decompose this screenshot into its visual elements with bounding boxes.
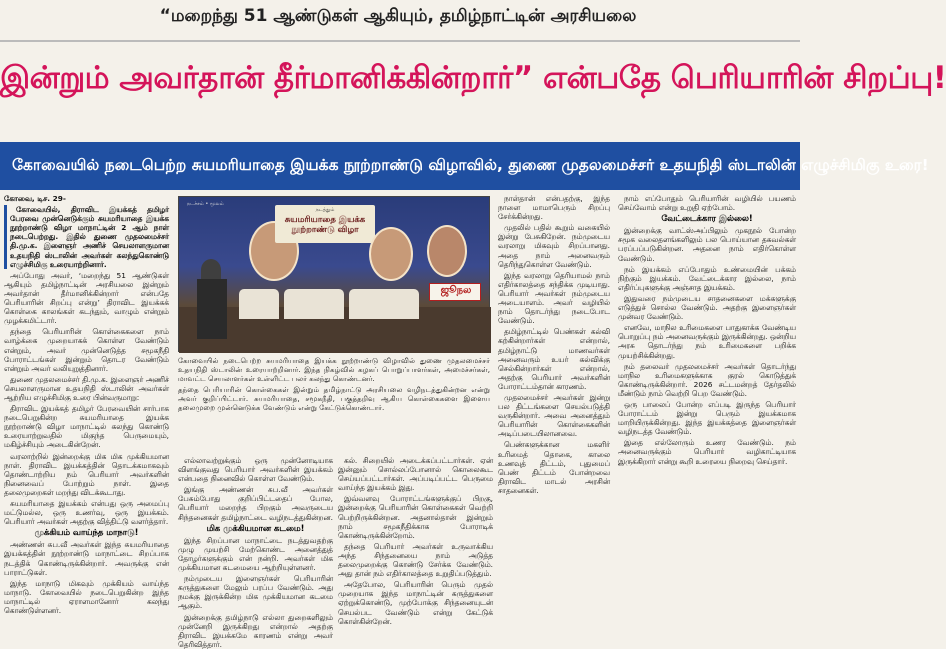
paragraph: அதேபோல, பெரியாரின் பெரும் முதல் முறையாக இந்த மாநாட்டின் கருத்துகளை ஏற்றுக்கொண்டு, முற்போக்கு சிந்தனையுடன் செயல்பட வேண்டும் என்று கேட்டுக் கொள்கின்றேன். <box>338 580 493 626</box>
paragraph: வரலாற்றில் இன்றைக்கு மிக மிக முக்கியமான நாள். திராவிட இயக்கத்தின் தொடக்கமாகவும் தொண்டாற்றிய நம் பெரியார் அவர்களின் நினைவைப் போற்றும் நாள். இதை தலைமுறைகள் மறந்து விடக்கூடாது. <box>4 451 169 497</box>
podium <box>197 279 227 339</box>
paragraph: நம் இயக்கம் எப்போதும் உண்மையின் பக்கம் நிற்கும் இயக்கம். வேட்டைக்கார இல்லை, நாம் எதிர்ப்புகளுக்கு அஞ்சாத இயக்கம். <box>618 264 796 292</box>
speaker-figure <box>201 259 221 281</box>
article-column-1 <box>4 194 169 622</box>
event-banner <box>275 205 375 243</box>
photo-frame-label: நடச்சம் • மூலம் <box>187 201 224 207</box>
article-column-5 <box>618 194 796 622</box>
paragraph: இதை எல்லோரும் உணர வேண்டும். நம் அனைவருக்கும் பெரியார் வழிகாட்டியாக இருக்கிறார் என்று கூறி உரையை நிறைவு செய்தார். <box>618 438 796 466</box>
section-heading: மிக முக்கியமான கடமை! <box>206 522 305 533</box>
paragraph: அண்ணன் சுப.வீ அவர்கள் இந்த சுயமரியாதை இயக்கத்தின் நூற்றாண்டு மாநாட்டை சிறப்பாக நடத்திக் கொண்டிருக்கின்றார். அவருக்கு என் பாராட்டுகள். <box>4 540 169 577</box>
article-column-4 <box>498 194 610 622</box>
paragraph: இவ்வளவு போராட்டங்களுக்குப் பிறகு, இன்றைக்கு பெரியாரின் கொள்கைகள் வெற்றி பெற்றிருக்கின்றன. அதனால்தான் இன்றும் நாம் சமூகநீதிக்காக போராடிக் கொண்டிருக்கின்றோம். <box>338 494 493 540</box>
paragraph: தந்தை பெரியார் அவர்கள் உருவாக்கிய அந்த சிந்தனையை நாம் அடுத்த தலைமுறைக்கு கொண்டு சேர்க்க வேண்டும். அது தான் நம் எதிர்காலத்தை உறுதிப்படுத்தும். <box>338 541 493 579</box>
article-column-3 <box>338 456 493 626</box>
paragraph: கல். சிறையில் அடைக்கப்பட்டார்கள். ஏன் இன்னும் சொல்லப்போனால் கொலைகூட செய்யப்பட்டார்கள். அப்படிப்பட்ட பெருமை வாய்ந்த இயக்கம் இது. <box>338 456 493 493</box>
paragraph: இன்றைக்கு வாட்ஸ்அப்பிலும் முகநூல் போன்ற சமூக வலைதளங்களிலும் பல பொய்யான தகவல்கள் பரப்பப்படுகின்றன. அதனை நாம் எதிர்கொள்ள வேண்டும். <box>618 226 796 263</box>
dignitaries-group <box>349 289 419 319</box>
main-headline: இன்றும் அவர்தான் தீர்மானிக்கின்றார்” என்பதே பெரியாரின் சிறப்பு! <box>0 60 946 96</box>
paragraph: நம்முடைய இளைஞர்கள் பெரியாரின் கருத்துகளை மேலும் பரப்ப வேண்டும். அது நமக்கு இருக்கின்ற மிக முக்கியமான கடமை ஆகும். <box>178 574 333 611</box>
dateline: கோவை, டிச. 29- <box>4 194 66 203</box>
paragraph: இன்றைக்கு தமிழ்நாடு எல்லா துறைகளிலும் முன்னேறி இருக்கிறது என்றால் அதற்கு திராவிட இயக்கமே காரணம் என்று அவர் தெரிவித்தார். <box>178 612 333 649</box>
paragraph: ஒரு பாலைப் போன்ற எப்படி இருந்த பெரியார் போராட்டம் இன்று பெரும் இயக்கமாக மாறியிருக்கின்றது. இந்த இயக்கத்தை இளைஞர்கள் வழிநடத்த வேண்டும். <box>618 399 796 437</box>
dignitaries-group <box>284 289 344 319</box>
paragraph: இங்கு அண்ணன் சுப.வீ அவர்கள் பேசும்போது குறிப்பிட்டதைப் போல, பெரியார் மறைந்த பிறகும் அவருடைய சிந்தனைகள் தமிழ்நாட்டை வழிநடத்துகின்றன. <box>178 485 333 522</box>
paragraph: இதுவரை நம்முடைய சாதனைகளை மக்களுக்கு எடுத்துச் சொல்ல வேண்டும். அதற்கு இளைஞர்கள் முன்வர வேண்டும். <box>618 293 796 322</box>
paragraph: திராவிட இயக்கத் தமிழர் பேரவையின் சார்பாக நடைபெறுகின்ற சுயமரியாதை இயக்க நூற்றாண்டு விழா மாநாட்டில் கலந்து கொண்டு உரையாற்றுவதில் மிகுந்த பெருமையும், மகிழ்ச்சியும் அடைகின்றேன். <box>4 404 169 450</box>
paragraph: சுயமரியாதை இயக்கம் என்பது ஒரு அமைப்பு மட்டுமல்ல, ஒரு உணர்வு, ஒரு இயக்கம். பெரியார் அவர்கள் அதற்கு வித்திட்டு வளர்த்தார். <box>4 499 169 527</box>
dignitaries-group <box>239 289 279 319</box>
section-heading: முக்கியம் வாய்ந்த மாநாடு! <box>34 527 139 538</box>
section-heading: வேட்டைக்கார இல்லை! <box>661 213 753 224</box>
event-logo <box>429 283 481 301</box>
paragraph: பெண்களுக்கான மகளிர் உரிமைத் தொகை, காலை உணவுத் திட்டம், புதுமைப் பெண் திட்டம் போன்றவை திராவிட மாடல் அரசின் சாதனைகள். <box>498 440 610 495</box>
paragraph: தந்தை பெரியாரின் கொள்கைகளை நாம் வாழ்க்கை முறையாகக் கொள்ள வேண்டும் என்றும், அவர் முன்னெடுத்த சமூகநீதி போராட்டங்கள் இன்றும் தொடர வேண்டும் என்றும் அவர் வலியுறுத்தினார். <box>4 327 169 373</box>
paragraph: முதலமைச்சர் அவர்கள் இன்று பல திட்டங்களை செயல்படுத்தி வருகின்றார். அவை அனைத்தும் பெரியாரின் கொள்கைகளின் அடிப்படையிலானவை. <box>498 392 610 439</box>
lead-paragraph: கோவையில், திராவிட இயக்கத் தமிழர் பேரவை முன்னெடுக்கும் சுயமரியாதை இயக்க நூற்றாண்டு விழா மாநாட்டின் 2 ஆம் நாள் நடைபெற்றது. இதில் துணை முதலமைச்சர் தி.மு.க. இளைஞர் அணிச் செயலாளருமான உதயநிதி ஸ்டாலின் அவர்கள் கலந்துகொண்டு எழுச்சிமிகு உரையாற்றினார். <box>4 205 169 269</box>
paragraph: இந்த வரலாறு தெரியாமல் நாம் எதிர்காலத்தை சந்திக்க முடியாது. பெரியார் அவர்கள் நம்முடைய அடையாளம். அவர் வழியில் நாம் தொடர்ந்து நடைபோட வேண்டும். <box>498 270 610 326</box>
article-column-2 <box>178 456 333 649</box>
paragraph: நாள்தான் என்பதற்கு, இந்த நாளை மாமாபெரும் சிறப்பு சேர்க்கின்றது. <box>498 194 610 222</box>
guest-portrait <box>369 227 413 281</box>
paragraph: இந்த மாநாடு மிகவும் முக்கியம் வாய்ந்த மாநாடு. கோவையில் நடைபெறுகின்ற இந்த மாநாட்டில் ஏராளமானோர் கலந்து கொண்டுள்ளனர். <box>4 578 169 616</box>
event-logo-text: ஜூநல <box>440 285 472 296</box>
headline-kicker: “மறைந்து 51 ஆண்டுகள் ஆகியும், தமிழ்நாட்டின் அரசியலை <box>159 6 637 26</box>
paragraph: இந்த சிறப்பான மாநாட்டை நடத்துவதற்கு முழு முயற்சி மேற்கொண்ட அனைத்துத் தோழர்களுக்கும் என் நன்றி. அவர்கள் மிக முக்கியமான கடமையை ஆற்றியுள்ளனர். <box>178 535 333 573</box>
paragraph: தமிழ்நாட்டில் பெண்கள் கல்வி கற்கின்றார்கள் என்றால், தமிழ்நாட்டு மாணவர்கள் அனைவரும் உயர் கல்விக்கு செல்கின்றார்கள் என்றால், அதற்கு பெரியார் அவர்களின் போராட்டம்தான் காரணம். <box>498 327 610 391</box>
kicker-divider <box>0 40 800 42</box>
paragraph: முதலில் பதில் கூறும் வகையில் இன்று பேசுகிறேன். நம்முடைய வரலாறு மிகவும் சிறப்பானது. அதை நாம் அனைவரும் தெரிந்துகொள்ள வேண்டும். <box>498 223 610 269</box>
paragraph: நம் தலைவர் முதலமைச்சர் அவர்கள் தொடர்ந்து மாநில உரிமைகளுக்காக குரல் கொடுத்துக் கொண்டிருக்கின்றார். 2026 சட்டமன்றத் தேர்தலில் மீண்டும் நாம் வெற்றி பெற வேண்டும். <box>618 361 796 398</box>
leader-portrait <box>427 225 467 277</box>
caption-paragraph: தந்தை பெரியாரின் கொள்கைகள் இன்றும் தமிழ்நாட்டு அரசியலை வழிநடத்துகின்றன என்று அவர் குறிப்பிட்டார். சுயமரியாதை, சமூகநீதி, பகுத்தறிவு ஆகிய கொள்கைகளை இளைய தலைமுறை முன்னெடுக்க வேண்டும் என்று கேட்டுக்கொண்டார். <box>178 385 490 412</box>
caption-paragraph: கோவையில் நடைபெற்ற சுயமரியாதை இயக்க நூற்றாண்டு விழாவில் துணை முதலமைச்சர் உதயநிதி ஸ்டாலின் உரையாற்றினார். இந்த நிகழ்வில் கழகப் பொறுப்பாளர்கள், அமைச்சர்கள், மாவட்ட செயலாளர்கள் உள்ளிட்ட பலர் கலந்து கொண்டனர். <box>178 356 490 383</box>
subheadline: கோவையில் நடைபெற்ற சுயமரியாதை இயக்க நூற்றாண்டு விழாவில், துணை முதலமைச்சர் உதயநிதி ஸ்டாலின் எழுச்சிமிகு உரை! <box>12 156 929 174</box>
event-photo <box>178 196 490 352</box>
paragraph: எனவே, மாநில உரிமைகளை பாதுகாக்க வேண்டிய பொறுப்பு நம் அனைவருக்கும் இருக்கின்றது. ஒன்றிய அரசு தொடர்ந்து நம் உரிமைகளை பறிக்க முயற்சிக்கின்றது. <box>618 323 796 360</box>
banner-top-text: நடத்தும் <box>315 207 335 213</box>
paragraph: எல்லாவற்றுக்கும் ஒரு முன்னோடியாக விளங்குவது பெரியார் அவர்களின் இயக்கம் என்பதை நினைவில் கொள்ள வேண்டும். <box>178 456 333 484</box>
photo-caption <box>178 356 490 452</box>
paragraph: துணை முதலமைச்சர் தி.மு.க. இளைஞர் அணிச் செயலாளருமான உதயநிதி ஸ்டாலின் அவர்கள் ஆற்றிய எழுச்சிமிகு உரை பின்வருமாறு: <box>4 374 169 402</box>
paragraph: அப்போது அவர், ‘மறைந்து 51 ஆண்டுகள் ஆகியும் தமிழ்நாட்டின் அரசியலை இன்றும் அவர்தான் தீர்மானிக்கின்றார் என்பதே பெரியாரின் சிறப்பு என்று’ திராவிட இயக்கக் கொள்கை காலங்கள் கடந்தும், வாழும் என்றும் முழக்கமிட்டார். <box>4 270 169 326</box>
paragraph: நாம் எப்போதும் பெரியாரின் வழியில் பயணம் செய்வோம் என்று உறுதி ஏற்போம். <box>618 194 796 213</box>
banner-main-text: சுயமரியாதை இயக்க நூற்றாண்டு விழா <box>284 215 366 235</box>
